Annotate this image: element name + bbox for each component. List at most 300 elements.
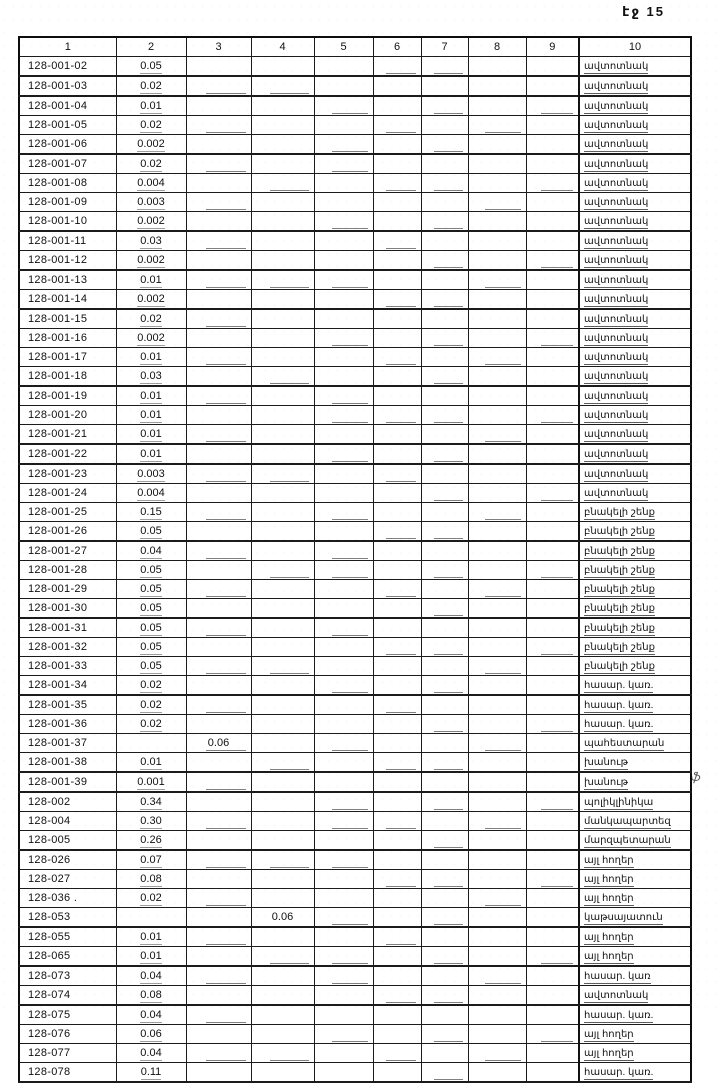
value-cell (421, 812, 468, 831)
table-header-row (19, 37, 691, 57)
value-cell (421, 676, 468, 696)
table-row (19, 831, 691, 851)
land-register-table (18, 36, 692, 1083)
land-type-text: ավտոտնակ (584, 254, 649, 266)
land-type-text: ավտոտնակ (584, 235, 649, 247)
value-cell (421, 580, 468, 599)
value-cell (421, 348, 468, 367)
value-cell (526, 464, 579, 484)
table-row (19, 96, 691, 116)
value-cell (373, 812, 421, 831)
value-text: 0.05 (140, 622, 162, 634)
value-cell (251, 484, 314, 503)
value-cell (251, 1044, 314, 1063)
table-row (19, 348, 691, 367)
value-cell (421, 715, 468, 734)
value-cell (116, 772, 186, 792)
value-cell (468, 657, 526, 676)
value-cell (186, 231, 251, 251)
table-row (19, 580, 691, 599)
table-row (19, 695, 691, 715)
value-cell (186, 1063, 251, 1083)
row-code-cell: 128-001-08 (19, 174, 116, 193)
value-cell (526, 870, 579, 889)
value-cell (373, 386, 421, 406)
row-code-cell: 128-001-27 (19, 541, 116, 561)
value-cell (421, 908, 468, 928)
land-type-text: ավտոտնակ (584, 119, 649, 131)
table-row (19, 251, 691, 271)
value-cell (251, 870, 314, 889)
value-cell (314, 772, 373, 792)
column-header: 3 (186, 37, 251, 57)
row-code-cell: 128-001-25 (19, 503, 116, 522)
land-type-cell (579, 695, 691, 715)
value-cell (251, 76, 314, 96)
value-cell (373, 464, 421, 484)
land-type-cell (579, 444, 691, 464)
land-type-cell (579, 986, 691, 1006)
value-cell (186, 850, 251, 870)
value-cell (251, 561, 314, 580)
value-cell (116, 329, 186, 348)
value-cell (373, 831, 421, 851)
value-cell (526, 966, 579, 986)
value-cell (116, 599, 186, 619)
table-row (19, 309, 691, 329)
value-cell (526, 889, 579, 908)
value-cell (251, 580, 314, 599)
value-cell (116, 444, 186, 464)
value-cell (373, 541, 421, 561)
value-cell (314, 96, 373, 116)
value-cell (251, 270, 314, 290)
value-cell (314, 734, 373, 753)
land-type-text: բնակելի շենք (584, 564, 655, 576)
land-type-cell (579, 290, 691, 310)
value-cell (468, 695, 526, 715)
row-code-cell: 128-074 (19, 986, 116, 1006)
value-cell (186, 676, 251, 696)
land-type-text: ավտոտնակ (584, 196, 649, 208)
value-cell (186, 831, 251, 851)
value-cell (116, 753, 186, 773)
value-cell (314, 986, 373, 1006)
row-code-cell: 128-001-33 (19, 657, 116, 676)
value-cell (116, 386, 186, 406)
value-cell (251, 116, 314, 135)
value-text: 0.02 (140, 679, 162, 691)
row-code-cell: 128-001-03 (19, 76, 116, 96)
value-cell (251, 231, 314, 251)
column-header: 7 (421, 37, 468, 57)
value-cell (526, 850, 579, 870)
value-cell (468, 212, 526, 232)
value-cell (251, 947, 314, 967)
value-cell (373, 927, 421, 947)
value-cell (526, 484, 579, 503)
row-code-cell: 128-001-39 (19, 772, 116, 792)
value-cell (421, 599, 468, 619)
row-code-cell: 128-078 (19, 1063, 116, 1083)
value-text: 0.01 (140, 428, 162, 440)
value-cell (421, 212, 468, 232)
value-cell (116, 947, 186, 967)
land-type-text: բնակելի շենք (584, 545, 655, 557)
value-cell (373, 212, 421, 232)
table-row (19, 927, 691, 947)
table-row (19, 444, 691, 464)
value-cell (373, 522, 421, 542)
value-cell (526, 116, 579, 135)
land-type-text: ավտոտնակ (584, 370, 649, 382)
row-code-cell: 128-001-30 (19, 599, 116, 619)
row-code-cell: 128-001-24 (19, 484, 116, 503)
value-text: 0.01 (140, 100, 162, 112)
land-type-text: բնակելի շենք (584, 506, 655, 518)
value-cell (526, 772, 579, 792)
value-cell (468, 889, 526, 908)
land-type-cell (579, 309, 691, 329)
value-text: 0.01 (140, 274, 162, 286)
value-text: 0.04 (140, 1009, 162, 1021)
column-header: 8 (468, 37, 526, 57)
row-code-cell: 128-001-16 (19, 329, 116, 348)
value-cell (373, 986, 421, 1006)
value-cell (373, 580, 421, 599)
table-row (19, 889, 691, 908)
land-type-text: այլ հողեր (584, 950, 634, 962)
value-cell (186, 695, 251, 715)
value-cell (186, 947, 251, 967)
value-text: 0.05 (140, 564, 162, 576)
value-cell (251, 135, 314, 155)
value-cell (373, 290, 421, 310)
value-cell (314, 1063, 373, 1083)
value-cell (314, 406, 373, 425)
value-cell (373, 154, 421, 174)
value-cell (186, 561, 251, 580)
value-cell (526, 947, 579, 967)
value-cell (421, 57, 468, 77)
land-type-text: ավտոտնակ (584, 409, 649, 421)
value-cell (373, 966, 421, 986)
value-cell (186, 503, 251, 522)
value-cell (251, 599, 314, 619)
value-cell (468, 947, 526, 967)
value-cell (116, 889, 186, 908)
value-cell (421, 270, 468, 290)
value-cell (468, 1005, 526, 1025)
value-text: 0.01 (140, 931, 162, 943)
value-cell (251, 212, 314, 232)
value-cell (314, 522, 373, 542)
value-cell (373, 1044, 421, 1063)
value-cell (186, 425, 251, 445)
value-cell (251, 638, 314, 657)
value-cell (314, 464, 373, 484)
value-cell (468, 599, 526, 619)
value-cell (186, 154, 251, 174)
value-cell (314, 541, 373, 561)
value-text: 0.002 (137, 254, 165, 266)
row-code-cell: 128-001-10 (19, 212, 116, 232)
value-cell (116, 309, 186, 329)
land-type-cell (579, 57, 691, 77)
value-cell (314, 76, 373, 96)
column-header: 9 (526, 37, 579, 57)
value-text: 0.01 (140, 756, 162, 768)
land-type-cell (579, 386, 691, 406)
table-row (19, 541, 691, 561)
value-cell (116, 464, 186, 484)
land-type-text: բնակելի շենք (584, 583, 655, 595)
value-cell (526, 986, 579, 1006)
value-text: 0.05 (140, 602, 162, 614)
value-cell (314, 1025, 373, 1044)
land-type-text: հասար. կառ. (584, 1066, 654, 1078)
value-cell (116, 251, 186, 271)
value-cell (421, 522, 468, 542)
row-code-cell: 128-001-23 (19, 464, 116, 484)
value-text: 0.01 (140, 390, 162, 402)
land-type-cell (579, 561, 691, 580)
value-text: 0.002 (137, 293, 165, 305)
row-code-cell: 128-001-21 (19, 425, 116, 445)
land-type-cell (579, 889, 691, 908)
land-type-text: խանութ (584, 756, 628, 768)
value-cell (526, 734, 579, 753)
row-code-cell: 128-001-13 (19, 270, 116, 290)
value-cell (468, 329, 526, 348)
value-cell (186, 870, 251, 889)
value-cell (314, 425, 373, 445)
value-cell (373, 135, 421, 155)
value-cell (116, 986, 186, 1006)
table-row (19, 464, 691, 484)
value-cell (421, 657, 468, 676)
table-head (19, 37, 691, 57)
value-cell (251, 541, 314, 561)
value-cell (314, 503, 373, 522)
land-type-text: հասար. կառ. (584, 1009, 654, 1021)
value-cell (314, 561, 373, 580)
table-row (19, 57, 691, 77)
value-cell (468, 154, 526, 174)
value-cell (526, 1025, 579, 1044)
table-row (19, 1005, 691, 1025)
value-cell (526, 715, 579, 734)
value-cell (526, 348, 579, 367)
value-text: 0.06 (140, 1028, 162, 1040)
value-cell (373, 231, 421, 251)
land-type-cell (579, 715, 691, 734)
table-row (19, 753, 691, 773)
land-type-cell (579, 406, 691, 425)
value-cell (314, 599, 373, 619)
table-row (19, 947, 691, 967)
value-cell (526, 290, 579, 310)
land-type-cell (579, 734, 691, 753)
value-cell (373, 406, 421, 425)
handwritten-margin-note: ֆ (690, 769, 702, 785)
column-header: 10 (579, 37, 691, 57)
table-row (19, 522, 691, 542)
value-cell (116, 135, 186, 155)
land-type-cell (579, 1025, 691, 1044)
land-type-cell (579, 464, 691, 484)
row-code-cell: 128-001-02 (19, 57, 116, 77)
land-type-text: ավտոտնակ (584, 428, 649, 440)
value-cell (468, 753, 526, 773)
value-cell (421, 386, 468, 406)
value-cell (526, 193, 579, 212)
value-cell (186, 1044, 251, 1063)
value-cell (373, 193, 421, 212)
value-cell (186, 251, 251, 271)
land-type-cell (579, 367, 691, 387)
table-row (19, 367, 691, 387)
row-code-cell: 128-001-18 (19, 367, 116, 387)
value-cell (526, 57, 579, 77)
value-text: 0.02 (140, 718, 162, 730)
row-code-cell: 128-001-09 (19, 193, 116, 212)
value-cell (251, 193, 314, 212)
row-code-cell: 128-001-12 (19, 251, 116, 271)
table-row (19, 212, 691, 232)
row-code-cell: 128-001-14 (19, 290, 116, 310)
value-cell (116, 695, 186, 715)
value-cell (421, 116, 468, 135)
land-type-cell (579, 966, 691, 986)
value-text: 0.05 (140, 525, 162, 537)
value-cell (421, 772, 468, 792)
table-row (19, 76, 691, 96)
value-cell (526, 599, 579, 619)
value-cell (314, 348, 373, 367)
value-cell (251, 1063, 314, 1083)
land-type-text: այլ հողեր (584, 1047, 634, 1059)
value-cell: 0.06 (251, 908, 314, 928)
table-row (19, 406, 691, 425)
value-cell (186, 753, 251, 773)
value-cell (526, 425, 579, 445)
table-row (19, 135, 691, 155)
value-cell (468, 561, 526, 580)
value-cell (314, 792, 373, 812)
value-text: 0.03 (140, 370, 162, 382)
value-cell (468, 193, 526, 212)
value-cell (116, 231, 186, 251)
land-type-text: ավտոտնակ (584, 293, 649, 305)
land-type-cell (579, 348, 691, 367)
value-cell (468, 812, 526, 831)
value-cell (251, 715, 314, 734)
land-type-text: բնակելի շենք (584, 641, 655, 653)
value-cell (186, 212, 251, 232)
row-code-cell: 128-001-04 (19, 96, 116, 116)
value-cell (186, 657, 251, 676)
value-cell (116, 1005, 186, 1025)
value-cell (116, 57, 186, 77)
row-code-cell: 128-053 (19, 908, 116, 928)
value-text: 0.34 (140, 796, 162, 808)
value-cell (314, 947, 373, 967)
value-cell (373, 1005, 421, 1025)
land-type-cell (579, 270, 691, 290)
value-cell (116, 831, 186, 851)
value-cell (468, 425, 526, 445)
value-cell (251, 367, 314, 387)
value-cell (468, 715, 526, 734)
value-cell (373, 753, 421, 773)
value-cell (526, 522, 579, 542)
value-cell (421, 1044, 468, 1063)
value-cell (116, 522, 186, 542)
value-cell (526, 1063, 579, 1083)
value-cell (421, 966, 468, 986)
land-type-cell (579, 870, 691, 889)
value-cell (251, 522, 314, 542)
value-cell (526, 561, 579, 580)
land-type-cell (579, 212, 691, 232)
table-row (19, 425, 691, 445)
value-cell (186, 1005, 251, 1025)
value-cell (373, 367, 421, 387)
value-cell (373, 503, 421, 522)
table-row (19, 154, 691, 174)
land-type-text: այլ հողեր (584, 873, 634, 885)
value-cell (468, 348, 526, 367)
value-cell (116, 484, 186, 503)
value-text: 0.02 (140, 158, 162, 170)
value-cell (251, 1025, 314, 1044)
value-cell (373, 76, 421, 96)
value-cell (186, 715, 251, 734)
row-code-cell: 128-001-31 (19, 618, 116, 638)
row-code-cell: 128-001-35 (19, 695, 116, 715)
value-cell (373, 251, 421, 271)
value-cell (116, 1044, 186, 1063)
value-cell (314, 290, 373, 310)
value-cell (421, 154, 468, 174)
value-cell (116, 870, 186, 889)
value-cell (526, 154, 579, 174)
value-cell (251, 329, 314, 348)
row-code-cell: 128-001-37 (19, 734, 116, 753)
value-cell (186, 348, 251, 367)
value-cell (421, 947, 468, 967)
value-text: 0.05 (140, 660, 162, 672)
value-cell (526, 580, 579, 599)
value-cell (421, 174, 468, 193)
value-cell (251, 464, 314, 484)
table-row (19, 676, 691, 696)
land-type-text: այլ հողեր (584, 892, 634, 904)
value-cell (468, 57, 526, 77)
value-cell (373, 309, 421, 329)
value-cell (314, 831, 373, 851)
value-cell (186, 174, 251, 193)
value-cell (116, 541, 186, 561)
value-cell (373, 484, 421, 503)
value-cell (421, 831, 468, 851)
value-cell (251, 503, 314, 522)
land-type-cell (579, 618, 691, 638)
value-cell (373, 734, 421, 753)
value-cell (468, 831, 526, 851)
land-type-cell (579, 812, 691, 831)
